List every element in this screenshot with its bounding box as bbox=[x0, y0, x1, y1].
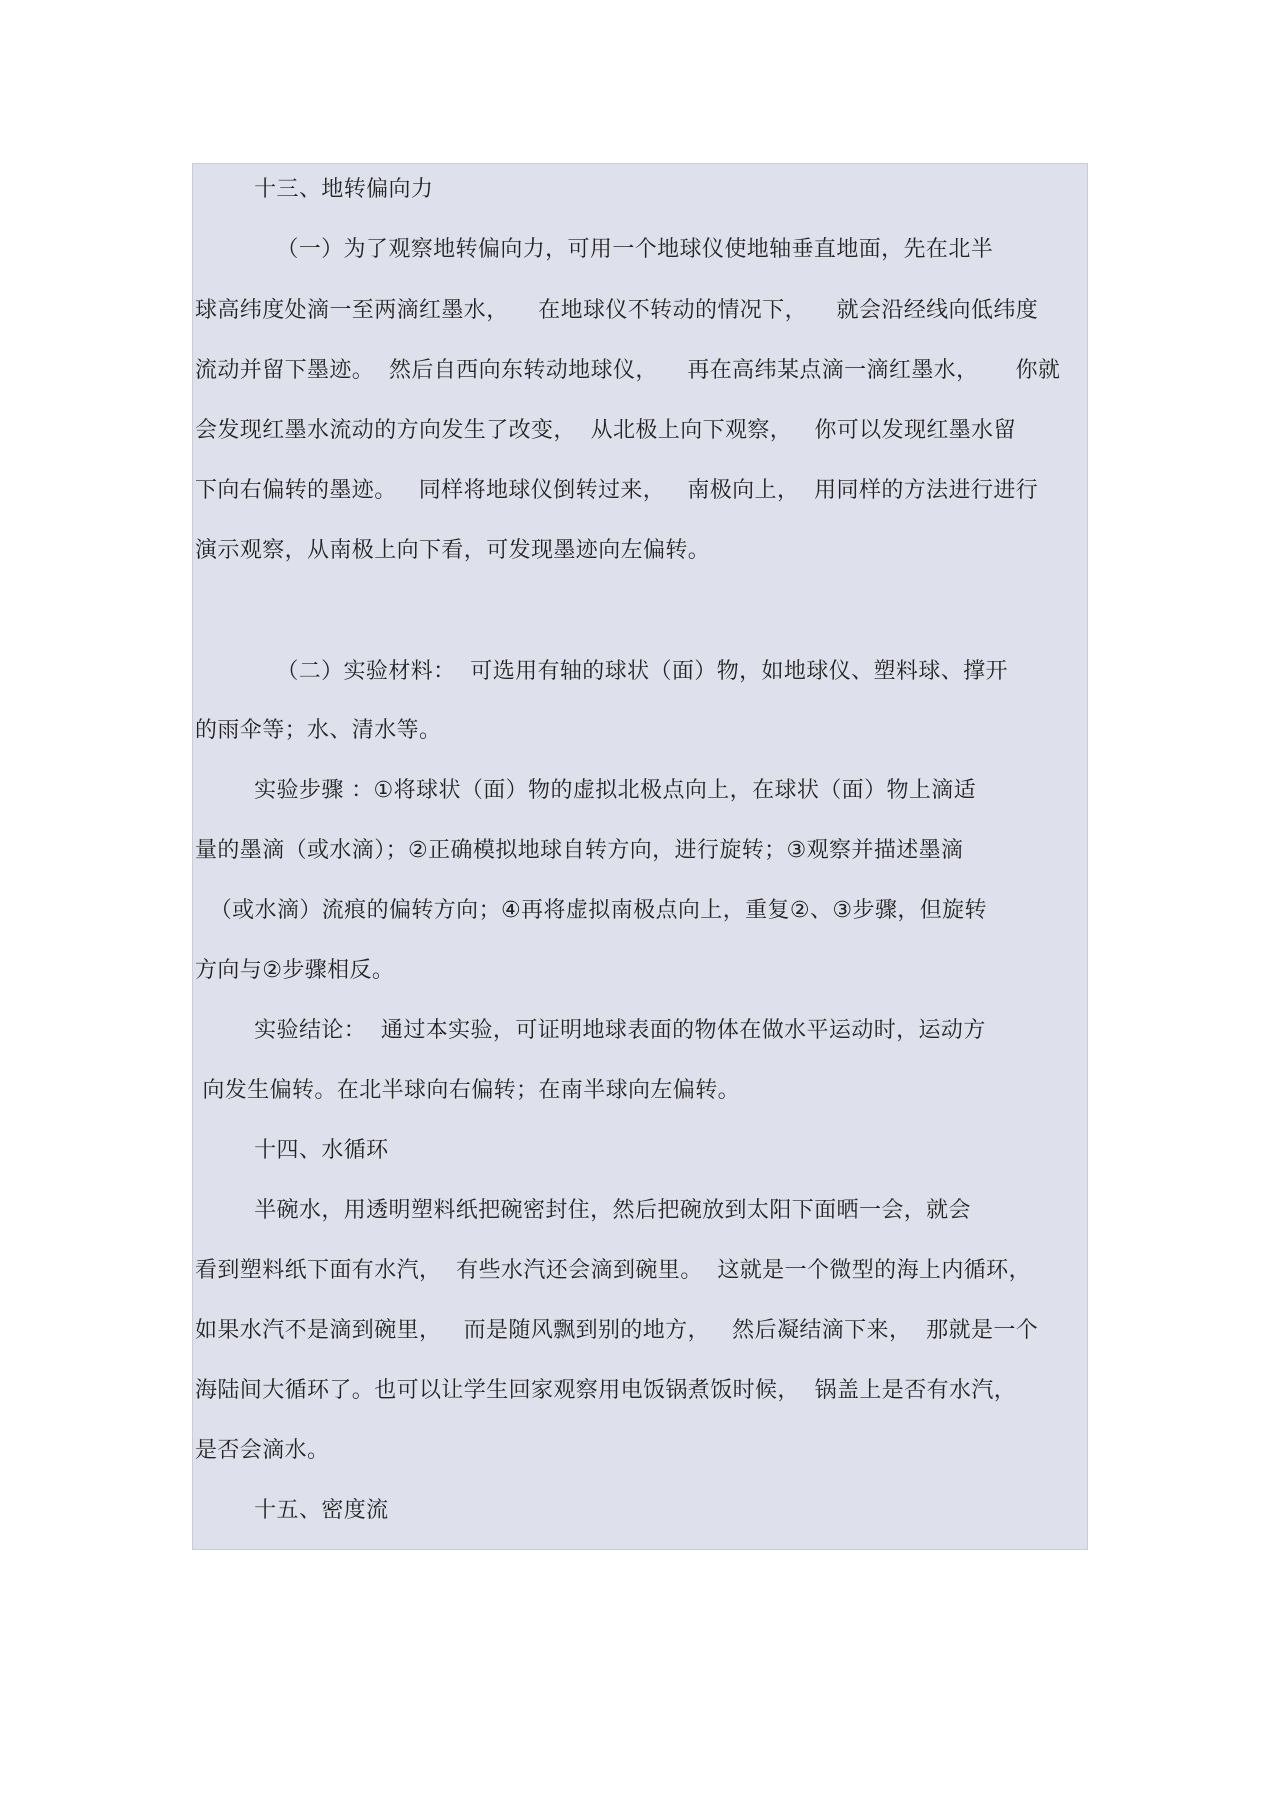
paragraph-line: 下向右偏转的墨迹。 同样将地球仪倒转过来， 南极向上， 用同样的方法进行进行 bbox=[195, 478, 1039, 503]
paragraph-line: 球高纬度处滴一至两滴红墨水， 在地球仪不转动的情况下， 就会沿经线向低纬度 bbox=[195, 298, 1039, 323]
paragraph-line: 是否会滴水。 bbox=[195, 1438, 330, 1463]
paragraph-line: 半碗水，用透明塑料纸把碗密封住，然后把碗放到太阳下面晒一会，就会 bbox=[195, 1198, 971, 1223]
paragraph-line: 实验步骤 ：①将球状（面）物的虚拟北极点向上，在球状（面）物上滴适 bbox=[195, 778, 977, 803]
section-heading-15: 十五、密度流 bbox=[195, 1498, 389, 1523]
paragraph-line: （一）为了观察地转偏向力，可用一个地球仪使地轴垂直地面，先在北半 bbox=[195, 237, 994, 262]
paragraph-line: （二）实验材料： 可选用有轴的球状（面）物，如地球仪、塑料球、撑开 bbox=[195, 659, 1008, 684]
section-heading-14: 十四、水循环 bbox=[195, 1138, 389, 1163]
paragraph-line: 向发生偏转。在北半球向右偏转；在南半球向左偏转。 bbox=[195, 1078, 740, 1103]
paragraph-line: （或水滴）流痕的偏转方向；④再将虚拟南极点向上，重复②、③步骤，但旋转 bbox=[195, 898, 987, 923]
paragraph-line: 看到塑料纸下面有水汽， 有些水汽还会滴到碗里。 这就是一个微型的海上内循环， bbox=[195, 1258, 1031, 1283]
paragraph-line: 方向与②步骤相反。 bbox=[195, 958, 395, 983]
paragraph-line: 量的墨滴（或水滴）；②正确模拟地球自转方向，进行旋转；③观察并描述墨滴 bbox=[195, 838, 964, 863]
paragraph-line: 如果水汽不是滴到碗里， 而是随风飘到别的地方， 然后凝结滴下来， 那就是一个 bbox=[195, 1318, 1039, 1343]
paragraph-line: 演示观察，从南极上向下看，可发现墨迹向左偏转。 bbox=[195, 538, 711, 563]
paragraph-line: 实验结论： 通过本实验，可证明地球表面的物体在做水平运动时，运动方 bbox=[195, 1018, 986, 1043]
paragraph-line: 海陆间大循环了。也可以让学生回家观察用电饭锅煮饭时候， 锅盖上是否有水汽， bbox=[195, 1378, 1017, 1403]
paragraph-line: 的雨伞等；水、清水等。 bbox=[195, 718, 442, 743]
paragraph-line: 会发现红墨水流动的方向发生了改变， 从北极上向下观察， 你可以发现红墨水留 bbox=[195, 418, 1016, 443]
paragraph-line: 流动并留下墨迹。 然后自西向东转动地球仪， 再在高纬某点滴一滴红墨水， 你就 bbox=[195, 358, 1061, 383]
section-heading-13: 十三、地转偏向力 bbox=[195, 177, 434, 202]
